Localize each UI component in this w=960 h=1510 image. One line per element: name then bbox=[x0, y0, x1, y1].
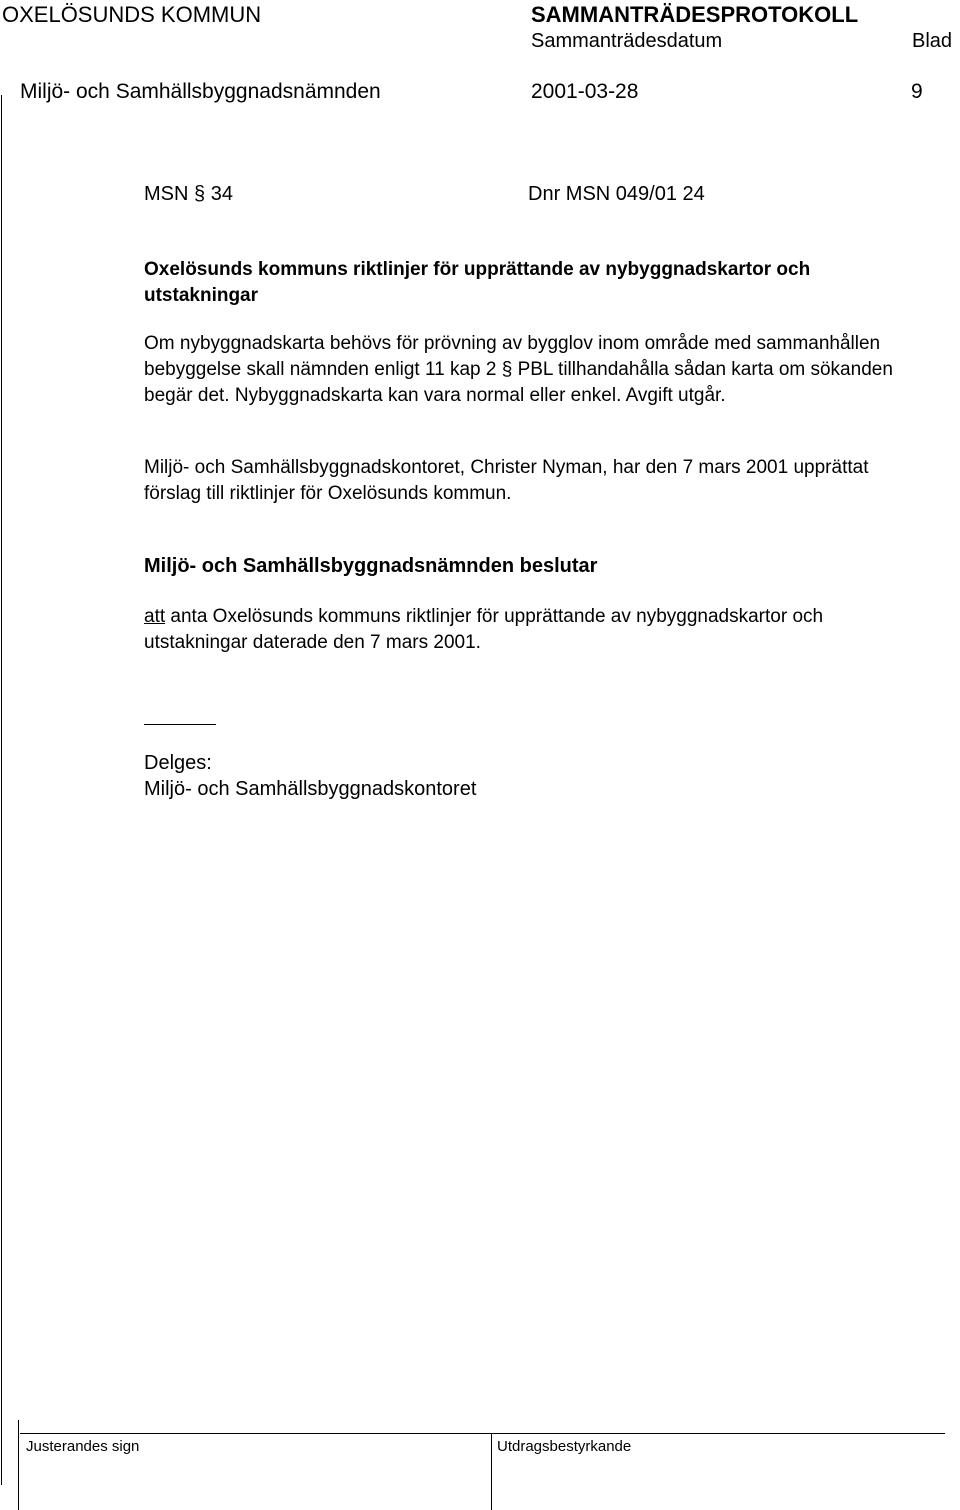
case-prefix: MSN bbox=[144, 183, 189, 205]
organization-name: OXELÖSUNDS KOMMUN bbox=[2, 2, 262, 27]
decision-heading: Miljö- och Samhällsbyggnadsnämnden beslutar bbox=[144, 555, 598, 577]
document-type: SAMMANTRÄDESPROTOKOLL bbox=[531, 2, 859, 27]
case-title: Oxelösunds kommuns riktlinjer för upprättande av nybyggnadskartor och utstakningar bbox=[144, 259, 811, 306]
footer-left-rule bbox=[18, 1420, 19, 1510]
att-word: att bbox=[144, 606, 166, 627]
decision-body: anta Oxelösunds kommuns riktlinjer för upprättande av nybyggnadskartor och utstakningar daterade den 7 mars 2001. bbox=[144, 606, 824, 653]
proposal-paragraph: Miljö- och Samhällsbyggnadskontoret, Christer Nyman, har den 7 mars 2001 upprättat förslag till riktlinjer för Oxelösunds kommun. bbox=[144, 457, 869, 504]
signature-label: Justerandes sign bbox=[26, 1438, 140, 1455]
background-paragraph: Om nybyggnadskarta behövs för prövning av bygglov inom område med sammanhållen bebyggelse skall nämnden enligt 11 kap 2 § PBL tillhandahålla sådan karta om sökanden begär det. Nybyggnadskarta kan vara normal eller enkel. Avgift utgår. bbox=[144, 333, 893, 406]
section-symbol: § bbox=[194, 183, 206, 205]
committee-name: Miljö- och Samhällsbyggnadsnämnden bbox=[20, 80, 381, 103]
footer-divider bbox=[491, 1433, 492, 1510]
footer-rule bbox=[20, 1433, 945, 1434]
date-label: Sammanträdesdatum bbox=[531, 30, 723, 52]
page-number: 9 bbox=[911, 80, 923, 103]
separator-rule bbox=[144, 724, 216, 725]
diary-number: Dnr MSN 049/01 24 bbox=[528, 183, 705, 205]
distribution-label: Delges: bbox=[144, 752, 212, 774]
case-number bbox=[144, 183, 233, 206]
decision-text bbox=[144, 604, 924, 656]
meeting-date: 2001-03-28 bbox=[531, 80, 639, 103]
case-number-value: 34 bbox=[210, 183, 233, 205]
distribution-recipient: Miljö- och Samhällsbyggnadskontoret bbox=[144, 778, 477, 800]
certification-label: Utdragsbestyrkande bbox=[497, 1438, 632, 1455]
page-label: Blad bbox=[912, 30, 953, 52]
left-margin-rule bbox=[1, 95, 2, 1485]
